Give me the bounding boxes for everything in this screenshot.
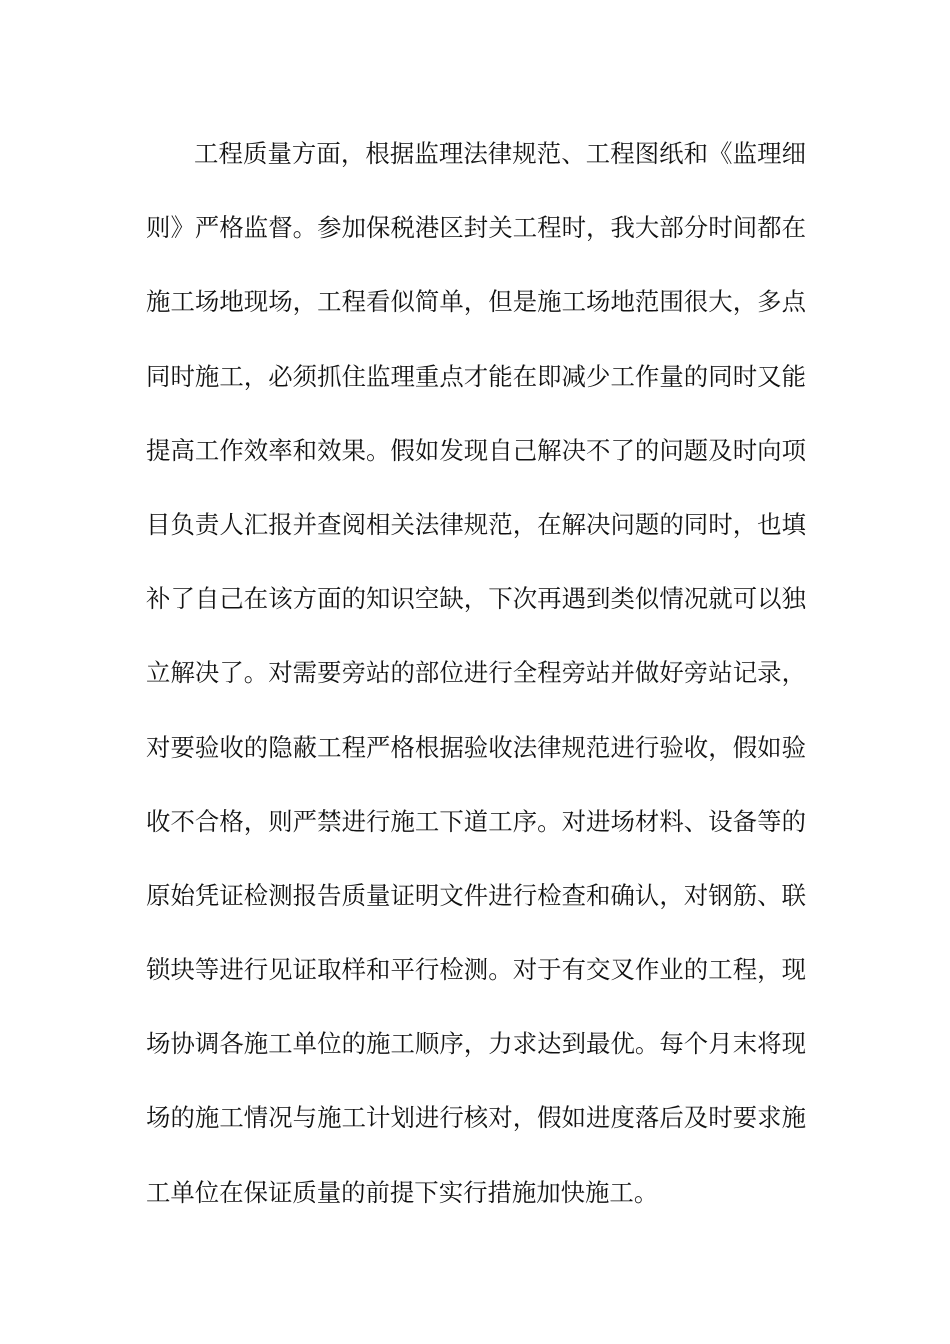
paragraph-line: 收不合格，则严禁进行施工下道工序。对进场材料、设备等的 <box>146 806 806 836</box>
paragraph-line: 同时施工，必须抓住监理重点才能在即减少工作量的同时又能 <box>146 361 806 391</box>
body-paragraph <box>146 130 806 1243</box>
paragraph-line: 场的施工情况与施工计划进行核对，假如进度落后及时要求施 <box>146 1103 806 1133</box>
paragraph-line: 工程质量方面，根据监理法律规范、工程图纸和《监理细 <box>194 139 806 168</box>
paragraph-line: 施工场地现场，工程看似简单，但是施工场地范围很大，多点 <box>146 287 806 317</box>
paragraph-line: 对要验收的隐蔽工程严格根据验收法律规范进行验收，假如验 <box>146 732 806 762</box>
paragraph-line: 目负责人汇报并查阅相关法律规范，在解决问题的同时，也填 <box>146 509 806 539</box>
paragraph-line: 原始凭证检测报告质量证明文件进行检查和确认，对钢筋、联 <box>146 880 806 910</box>
paragraph-line: 锁块等进行见证取样和平行检测。对于有交叉作业的工程，现 <box>146 955 806 985</box>
paragraph-line: 提高工作效率和效果。假如发现自己解决不了的问题及时向项 <box>146 435 806 465</box>
paragraph-line: 则》严格监督。参加保税港区封关工程时，我大部分时间都在 <box>146 213 806 243</box>
paragraph-line: 场协调各施工单位的施工顺序，力求达到最优。每个月末将现 <box>146 1029 806 1059</box>
paragraph-line: 工单位在保证质量的前提下实行措施加快施工。 <box>146 1177 659 1207</box>
paragraph-line: 立解决了。对需要旁站的部位进行全程旁站并做好旁站记录， <box>146 658 806 688</box>
paragraph-line: 补了自己在该方面的知识空缺，下次再遇到类似情况就可以独 <box>146 584 806 614</box>
